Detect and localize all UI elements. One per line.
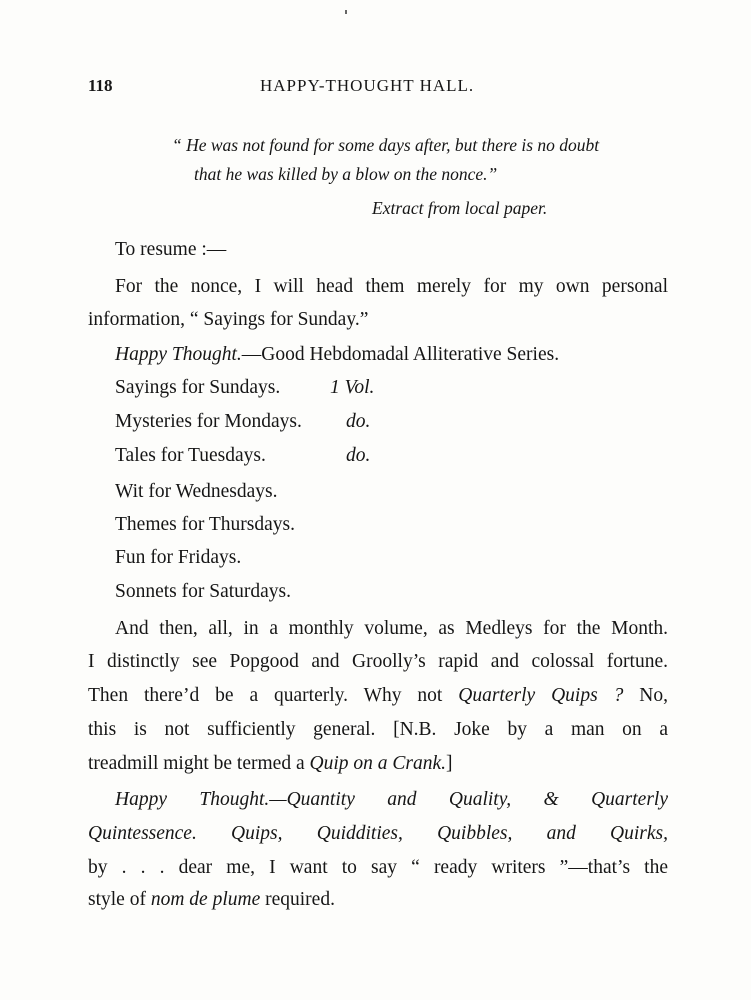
- text-run: style of: [88, 889, 151, 910]
- series-title: Sayings for Sundays.: [115, 377, 281, 398]
- italic-run: Quarterly Quips ?: [458, 685, 624, 706]
- body-line: [88, 684, 668, 708]
- series-title: Sonnets for Saturdays.: [115, 581, 292, 602]
- series-title: Mysteries for Mondays.: [115, 411, 302, 432]
- text-run: ]: [445, 753, 453, 774]
- happy-thought-text: —Good Hebdomadal Alliterative Series.: [241, 344, 560, 365]
- body-line: Quintessence. Quips, Quiddities, Quibbles, and Quirks,: [88, 823, 668, 844]
- series-title: Tales for Tuesdays.: [115, 445, 266, 466]
- series-note: do.: [346, 445, 371, 466]
- body-line: And then, all, in a monthly volume, as Medleys for the Month.: [115, 618, 668, 639]
- series-title: Themes for Thursdays.: [115, 514, 295, 535]
- series-note-text: 1 Vol.: [330, 377, 375, 398]
- text-run: treadmill might be termed a: [88, 753, 310, 774]
- page-number: 118: [88, 76, 113, 95]
- series-note: [330, 376, 374, 400]
- body-line: by . . . dear me, I want to say “ ready writers ”—that’s the: [88, 857, 668, 878]
- italic-run: nom de plume: [150, 889, 261, 910]
- happy-thought-line: [115, 343, 559, 367]
- happy-thought-label: Happy Thought.: [115, 344, 242, 365]
- series-title: Wit for Wednesdays.: [115, 481, 278, 502]
- body-line: this is not sufficiently general. [N.B. Joke by a man on a: [88, 719, 668, 740]
- epigraph-line-2: that he was killed by a blow on the nonce.”: [194, 164, 498, 184]
- series-note: do.: [346, 411, 371, 432]
- body-line: information, “ Sayings for Sunday.”: [88, 309, 369, 330]
- body-line: [88, 752, 452, 776]
- scan-speck: [345, 10, 347, 14]
- resume-line: To resume :—: [115, 239, 227, 260]
- happy-thought-line: [115, 788, 668, 812]
- body-line: I distinctly see Popgood and Groolly’s rapid and colossal fortune.: [88, 651, 668, 672]
- text-run: No,: [623, 685, 668, 706]
- series-title: Fun for Fridays.: [115, 547, 242, 568]
- body-line: For the nonce, I will head them merely for my own personal: [115, 276, 668, 297]
- running-title: HAPPY-THOUGHT HALL.: [260, 76, 475, 95]
- epigraph-line-1: “ He was not found for some days after, but there is no doubt: [172, 135, 600, 155]
- happy-thought-text: —Quantity and Quality, & Quarterly: [269, 789, 668, 810]
- text-run: required.: [260, 889, 335, 910]
- body-line: [88, 888, 335, 912]
- epigraph-source: Extract from local paper.: [372, 198, 548, 218]
- text-run: Then there’d be a quarterly. Why not: [88, 685, 459, 706]
- happy-thought-label: Happy Thought.: [115, 789, 270, 810]
- italic-run: Quip on a Crank.: [309, 753, 446, 774]
